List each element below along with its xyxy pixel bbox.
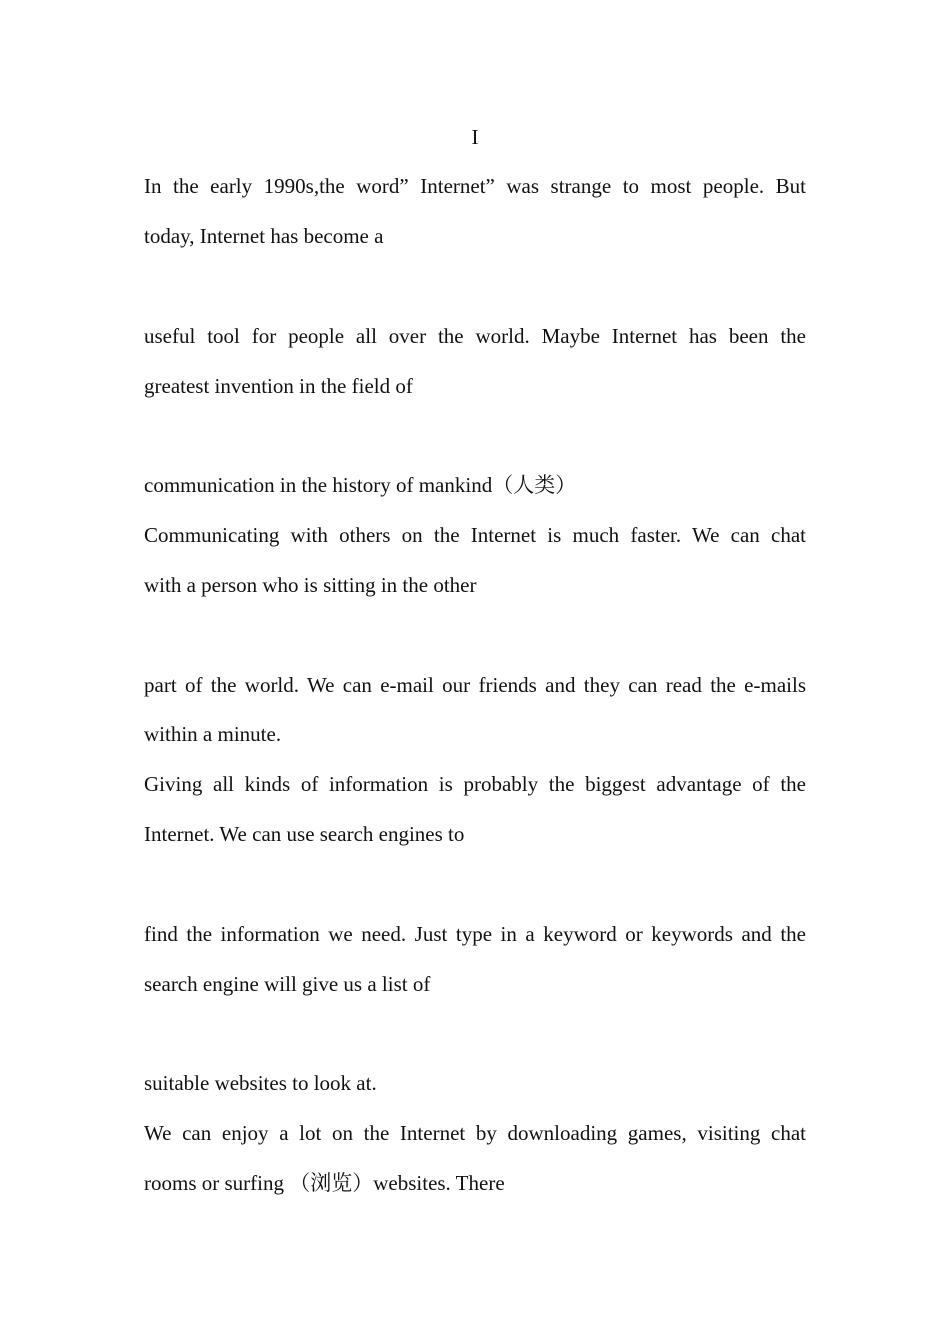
text-line: Giving all kinds of information is probably the biggest advantage of the (144, 772, 806, 796)
section-heading: I (471, 125, 479, 149)
text-line: with a person who is sitting in the other (144, 573, 477, 597)
text-line: communication in the history of mankind（人类） (144, 473, 577, 497)
text-line: greatest invention in the field of (144, 374, 413, 398)
text-line: useful tool for people all over the world. Maybe Internet has been the (144, 324, 806, 348)
text-line: part of the world. We can e-mail our friends and they can read the e-mails (144, 673, 806, 697)
text-line: suitable websites to look at. (144, 1071, 377, 1095)
text-line: search engine will give us a list of (144, 972, 431, 996)
text-line: today, Internet has become a (144, 224, 384, 248)
text-line: In the early 1990s,the word” Internet” was strange to most people. But (144, 174, 806, 198)
text-line: Communicating with others on the Internet is much faster. We can chat (144, 523, 806, 547)
text-line: rooms or surfing （浏览）websites. There (144, 1171, 505, 1195)
text-line: within a minute. (144, 722, 282, 746)
text-line: Internet. We can use search engines to (144, 822, 465, 846)
text-line: We can enjoy a lot on the Internet by downloading games, visiting chat (144, 1121, 806, 1145)
text-line: find the information we need. Just type in a keyword or keywords and the (144, 922, 806, 946)
